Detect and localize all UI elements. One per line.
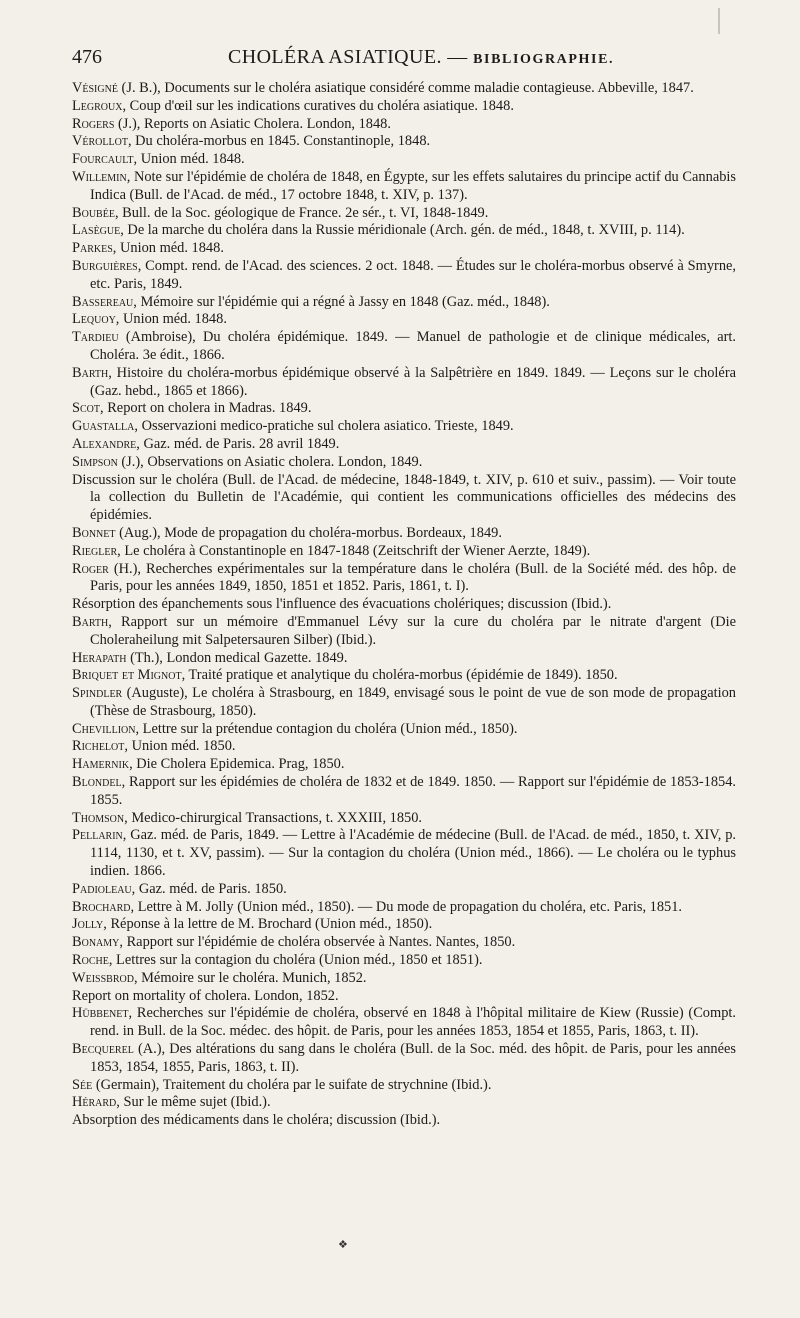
- entry-author: Chevillion: [72, 720, 136, 737]
- entry-text: , Bull. de la Soc. géologique de France. 2e sér., t. VI, 1848-1849.: [114, 204, 489, 221]
- bibliography-entry: [72, 774, 736, 810]
- entry-text: (Ambroise), Du choléra épidémique. 1849. — Manuel de pathologie et de clinique médicales, art. Choléra. 3e édit., 1866.: [90, 329, 736, 363]
- entry-text: (H.), Recherches expérimentales sur la température dans le choléra (Bull. de la Société méd. des hôp. de Paris, pour les années 1849, 1850, 1851 et 1852. Paris, 1861, t. I).: [90, 560, 736, 595]
- bibliography-entry: [72, 418, 736, 436]
- running-header: [72, 46, 738, 76]
- bibliography-entry: [72, 1005, 736, 1041]
- entry-author: Bonnet: [72, 524, 116, 541]
- page-number: 476: [72, 46, 102, 68]
- entry-text: , Le choléra à Constantinople en 1847-1848 (Zeitschrift der Wiener Aerzte, 1849).: [117, 542, 591, 559]
- entry-text: (Aug.), Mode de propagation du choléra-morbus. Bordeaux, 1849.: [115, 524, 502, 541]
- bibliography-entry: [72, 952, 736, 970]
- entry-text: , Compt. rend. de l'Acad. des sciences. 2 oct. 1848. — Études sur le choléra-morbus observé à Smyrne, etc. Paris, 1849.: [90, 257, 736, 292]
- entry-text: , Traité pratique et analytique du choléra-morbus (épidémie de 1849). 1850.: [181, 667, 618, 684]
- entry-author: Simpson: [72, 453, 118, 470]
- entry-author: Lasègue: [72, 222, 121, 239]
- entry-author: Tardieu: [72, 329, 119, 346]
- bibliography-entry: [72, 1077, 736, 1095]
- bibliography-entry: [72, 881, 736, 899]
- entry-author: Blondel: [72, 774, 122, 791]
- running-title-dash: —: [441, 46, 474, 68]
- bibliography-entry: [72, 827, 736, 880]
- entry-text: Discussion sur le choléra (Bull. de l'Acad. de médecine, 1848-1849, t. XIV, p. 610 et suiv., passim). — Voir toute la collection du Bulletin de l'Académie, qui contient les communications officielles des médecins des épidémies.: [72, 471, 736, 524]
- entry-text: , Mémoire sur l'épidémie qui a régné à Jassy en 1848 (Gaz. méd., 1848).: [133, 293, 550, 310]
- bibliography-entry: [72, 1112, 736, 1130]
- bibliography-entry: [72, 98, 736, 116]
- entry-text: , Union méd. 1848.: [115, 311, 227, 328]
- bibliography-entry: [72, 311, 736, 329]
- entry-text: (J.), Observations on Asiatic cholera. London, 1849.: [117, 453, 423, 470]
- entry-author: Boubée: [72, 204, 115, 221]
- running-title-subtitle: BIBLIOGRAPHIE.: [473, 52, 615, 67]
- bibliography-entry: [72, 258, 736, 294]
- ornament-mark: ❖: [338, 1239, 348, 1251]
- bibliography-entry: [72, 738, 736, 756]
- entry-text: , Union méd. 1850.: [124, 738, 236, 755]
- bibliography-entry: [72, 169, 736, 205]
- entry-text: , Rapport sur un mémoire d'Emmanuel Lévy sur la cure du choléra par le nitrate d'argent (Die Choleraheilung mit Salpetersauren Silber) (Ibid.).: [90, 613, 736, 648]
- entry-text: (A.), Des altérations du sang dans le choléra (Bull. de la Soc. méd. des hôpit. de Paris, pour les années 1853, 1854, 1855, Paris, 1863, t. II).: [90, 1041, 736, 1075]
- entry-author: Richelot: [72, 738, 125, 755]
- entry-text: , Gaz. méd. de Paris, 1849. — Lettre à l'Académie de médecine (Bull. de l'Acad. de méd., 1850, t. XIV, p. 1114, 1130, et t. XV, passim). — Sur la contagion du choléra (Union méd., 1866). — Le choléra ou le typhus indien. 1866.: [90, 827, 736, 880]
- bibliography-entry: [72, 329, 736, 365]
- bibliography-entry: [72, 543, 736, 561]
- entry-text: , Lettre sur la prétendue contagion du choléra (Union méd., 1850).: [135, 720, 518, 737]
- entry-author: Riegler: [72, 542, 118, 559]
- bibliography-entry: [72, 650, 736, 668]
- bibliography-list: [72, 80, 736, 1130]
- bibliography-entry: [72, 222, 736, 240]
- entry-author: Vésigné: [72, 80, 118, 96]
- entry-text: , De la marche du choléra dans la Russie méridionale (Arch. gén. de méd., 1848, t. XVIII, p. 114).: [120, 222, 685, 239]
- entry-text: , Union méd. 1848.: [112, 240, 224, 257]
- entry-author: Barth: [72, 364, 109, 381]
- entry-text: (J.), Reports on Asiatic Cholera. London, 1848.: [114, 115, 391, 132]
- entry-text: , Union méd. 1848.: [133, 151, 245, 168]
- entry-author: Parkes: [72, 240, 113, 257]
- entry-text: , Sur le même sujet (Ibid.).: [116, 1094, 271, 1111]
- entry-text: , Histoire du choléra-morbus épidémique observé à la Salpêtrière en 1849. 1849. — Leçons sur le choléra (Gaz. hebd., 1865 et 1866).: [90, 364, 736, 399]
- bibliography-entry: [72, 561, 736, 597]
- running-title: [228, 46, 614, 69]
- entry-author: Lequoy: [72, 311, 116, 328]
- bibliography-entry: [72, 151, 736, 169]
- entry-author: Hübbenet: [72, 1005, 129, 1022]
- entry-text: Absorption des médicaments dans le choléra; discussion (Ibid.).: [72, 1112, 441, 1129]
- entry-text: , Du choléra-morbus en 1845. Constantinople, 1848.: [127, 133, 431, 150]
- entry-text: , Medico-chirurgical Transactions, t. XXXIII, 1850.: [124, 809, 423, 826]
- entry-author: Bassereau: [72, 293, 134, 310]
- running-title-main: CHOLÉRA ASIATIQUE.: [228, 46, 442, 68]
- bibliography-entry: [72, 934, 736, 952]
- bibliography-entry: [72, 436, 736, 454]
- entry-text: Résorption des épanchements sous l'influence des évacuations cholériques; discussion (Ibid.).: [72, 596, 612, 613]
- entry-text: , Gaz. méd. de Paris. 28 avril 1849.: [136, 435, 340, 452]
- entry-author: Fourcault: [72, 151, 134, 168]
- entry-author: Rogers: [72, 115, 115, 132]
- entry-text: , Note sur l'épidémie de choléra de 1848, en Égypte, sur les effets salutaires du principe actif du Cannabis Indica (Bull. de l'Acad. de méd., 17 octobre 1848, t. XIV, p. 137).: [90, 168, 736, 203]
- bibliography-entry: [72, 133, 736, 151]
- entry-author: Padioleau: [72, 880, 132, 897]
- bibliography-entry: [72, 596, 736, 614]
- bibliography-entry: [72, 899, 736, 917]
- margin-mark: [718, 8, 720, 34]
- entry-author: Alexandre: [72, 435, 137, 452]
- entry-text: , Recherches sur l'épidémie de choléra, observé en 1848 à l'hôpital militaire de Kiew (Russie) (Compt. rend. in Bull. de la Soc. médec. des hôpit. de Paris, pour les années 1853, 1854 et 1855, Paris, 1863, t. II).: [90, 1005, 736, 1040]
- entry-author: Willemin: [72, 168, 127, 185]
- entry-author: Hamernik: [72, 756, 130, 773]
- entry-author: Vérollot: [72, 133, 128, 150]
- entry-author: Legroux: [72, 97, 123, 114]
- bibliography-entry: [72, 80, 736, 98]
- entry-author: Spindler: [72, 685, 123, 702]
- bibliography-entry: [72, 472, 736, 525]
- entry-author: Burguières: [72, 257, 138, 274]
- entry-author: Hérard: [72, 1094, 117, 1111]
- bibliography-entry: [72, 667, 736, 685]
- entry-text: , Mémoire sur le choléra. Munich, 1852.: [133, 969, 367, 986]
- entry-author: Roche: [72, 952, 109, 969]
- entry-author: Briquet et Mignot: [72, 667, 182, 684]
- entry-author: Brochard: [72, 898, 131, 915]
- entry-text: , Gaz. méd. de Paris. 1850.: [131, 880, 287, 897]
- entry-text: (Germain), Traitement du choléra par le suifate de strychnine (Ibid.).: [92, 1076, 492, 1093]
- entry-author: Bonamy: [72, 934, 120, 951]
- entry-text: , Osservazioni medico-pratiche sul cholera asiatico. Trieste, 1849.: [134, 418, 514, 435]
- entry-author: Pellarin: [72, 827, 123, 844]
- entry-author: Thomson: [72, 809, 125, 826]
- entry-author: Guastalla: [72, 418, 135, 435]
- bibliography-entry: [72, 756, 736, 774]
- entry-author: Jolly: [72, 916, 104, 933]
- bibliography-entry: [72, 970, 736, 988]
- bibliography-entry: [72, 454, 736, 472]
- bibliography-entry: [72, 240, 736, 258]
- entry-text: , Report on cholera in Madras. 1849.: [100, 400, 312, 417]
- entry-text: , Coup d'œil sur les indications curatives du choléra asiatique. 1848.: [122, 97, 514, 114]
- entry-author: Sée: [72, 1076, 93, 1093]
- bibliography-entry: [72, 916, 736, 934]
- entry-author: Scot: [72, 400, 101, 417]
- entry-text: , Lettre à M. Jolly (Union méd., 1850). — Du mode de propagation du choléra, etc. Paris, 1851.: [130, 898, 683, 915]
- bibliography-entry: [72, 294, 736, 312]
- entry-text: Report on mortality of cholera. London, 1852.: [72, 987, 339, 1004]
- entry-text: (Th.), London medical Gazette. 1849.: [126, 649, 348, 666]
- bibliography-entry: [72, 365, 736, 401]
- bibliography-entry: [72, 988, 736, 1006]
- entry-author: Herapath: [72, 649, 127, 666]
- bibliography-entry: [72, 1094, 736, 1112]
- bibliography-entry: [72, 525, 736, 543]
- entry-author: Barth: [72, 613, 109, 630]
- bibliography-entry: [72, 116, 736, 134]
- entry-author: Becquerel: [72, 1041, 134, 1058]
- entry-text: (Auguste), Le choléra à Strasbourg, en 1849, envisagé sous le point de vue de son mode de propagation (Thèse de Strasbourg, 1850).: [90, 685, 736, 719]
- bibliography-entry: [72, 205, 736, 223]
- entry-text: , Réponse à la lettre de M. Brochard (Union méd., 1850).: [103, 916, 433, 933]
- bibliography-entry: [72, 1041, 736, 1077]
- entry-author: Roger: [72, 560, 109, 577]
- entry-text: , Rapport sur les épidémies de choléra de 1832 et de 1849. 1850. — Rapport sur l'épidémie de 1853-1854. 1855.: [90, 774, 736, 808]
- bibliography-entry: [72, 810, 736, 828]
- entry-text: , Lettres sur la contagion du choléra (Union méd., 1850 et 1851).: [108, 952, 483, 969]
- entry-author: Weissbrod: [72, 969, 134, 986]
- entry-text: (J. B.), Documents sur le choléra asiatique considéré comme maladie contagieuse. Abbeville, 1847.: [117, 80, 694, 96]
- entry-text: , Rapport sur l'épidémie de choléra observée à Nantes. Nantes, 1850.: [119, 934, 516, 951]
- bibliography-entry: [72, 614, 736, 650]
- bibliography-entry: [72, 721, 736, 739]
- entry-text: , Die Cholera Epidemica. Prag, 1850.: [129, 756, 345, 773]
- bibliography-entry: [72, 685, 736, 721]
- bibliography-entry: [72, 400, 736, 418]
